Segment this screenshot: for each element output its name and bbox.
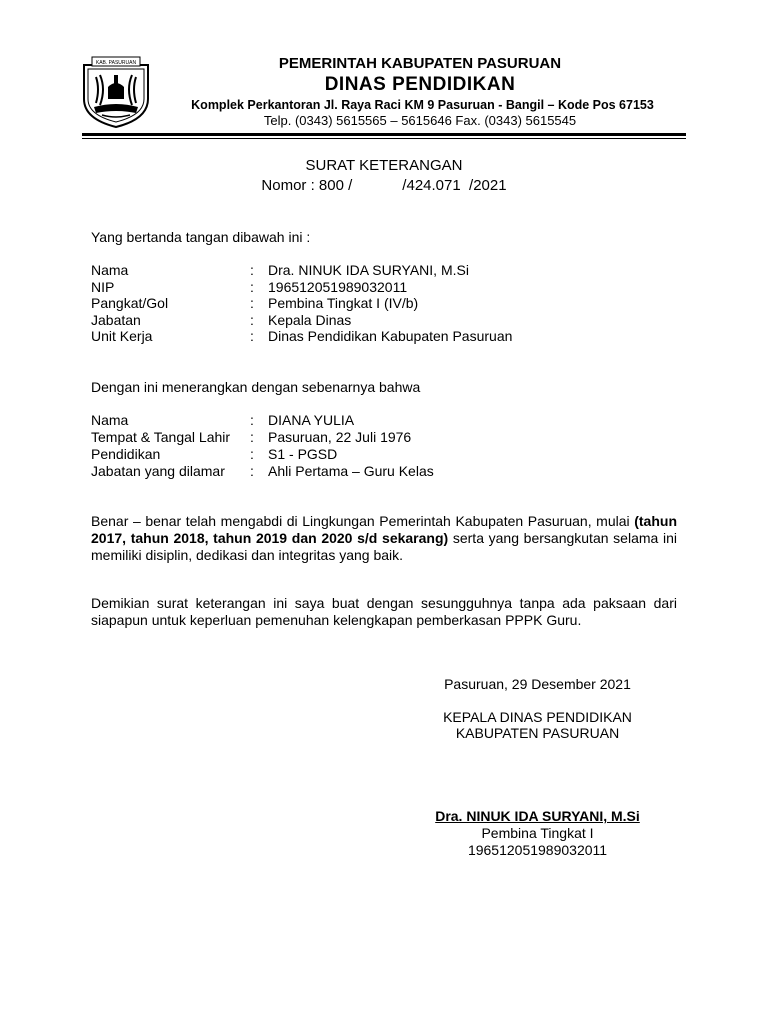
office-contact: Telp. (0343) 5615565 – 5615646 Fax. (0343) 5615545 [263, 113, 577, 128]
closing-paragraph: Demikian surat keterangan ini saya buat dengan sesungguhnya tanpa ada paksaan dari siapapun untuk keperluan pemenuhan kelengkapan pemberkasan PPPK Guru. [91, 595, 677, 628]
field-colon: : [250, 429, 254, 445]
letterhead-divider-thin [82, 138, 686, 139]
field-value: 196512051989032011 [268, 279, 408, 295]
signer-position-line2: KABUPATEN PASURUAN [455, 725, 620, 741]
signer-position-line1: KEPALA DINAS PENDIDIKAN [443, 709, 632, 725]
signer-intro: Yang bertanda tangan dibawah ini : [91, 229, 311, 245]
field-colon: : [250, 295, 254, 311]
field-colon: : [250, 312, 254, 328]
field-value: Ahli Pertama – Guru Kelas [268, 463, 434, 479]
service-statement-paragraph [91, 513, 677, 564]
field-colon: : [250, 412, 254, 428]
signer-nip: 196512051989032011 [467, 842, 608, 858]
place-date: Pasuruan, 29 Desember 2021 [444, 676, 631, 692]
field-value: Dinas Pendidikan Kabupaten Pasuruan [268, 328, 513, 344]
field-label: Unit Kerja [91, 328, 153, 344]
field-label: Pendidikan [91, 446, 161, 462]
letterhead-divider-thick [82, 133, 686, 136]
statement-intro: Dengan ini menerangkan dengan sebenarnya bahwa [91, 379, 421, 395]
field-value: Dra. NINUK IDA SURYANI, M.Si [268, 262, 469, 278]
field-value: DIANA YULIA [268, 412, 355, 428]
field-value: Kepala Dinas [268, 312, 352, 328]
signer-rank: Pembina Tingkat I [481, 825, 594, 841]
letter-title: SURAT KETERANGAN [305, 157, 463, 174]
field-colon: : [250, 262, 254, 278]
field-colon: : [250, 463, 254, 479]
pasuruan-regency-emblem-icon [80, 55, 152, 129]
field-colon: : [250, 328, 254, 344]
service-statement-pre: Benar – benar telah mengabdi di Lingkungan Pemerintah Kabupaten Pasuruan, mulai [91, 513, 635, 529]
field-label: Jabatan yang dilamar [91, 463, 225, 479]
signer-name: Dra. NINUK IDA SURYANI, M.Si [435, 808, 640, 824]
field-label: Nama [91, 262, 129, 278]
office-address: Komplek Perkantoran Jl. Raya Raci KM 9 Pasuruan - Bangil – Kode Pos 67153 [191, 98, 654, 112]
field-label: Nama [91, 412, 129, 428]
letter-number: Nomor : 800 / /424.071 /2021 [261, 177, 507, 194]
field-colon: : [250, 279, 254, 295]
logo-banner-text: KAB. PASURUAN [95, 60, 137, 66]
department-name: DINAS PENDIDIKAN [324, 74, 516, 95]
field-label: NIP [91, 279, 115, 295]
service-years: (tahun 2017, tahun 2018, tahun 2019 dan 2020 s/d sekarang) [91, 513, 677, 546]
field-label: Pangkat/Gol [91, 295, 169, 311]
government-name: PEMERINTAH KABUPATEN PASURUAN [278, 55, 562, 72]
field-value: Pembina Tingkat I (IV/b) [268, 295, 419, 311]
field-colon: : [250, 446, 254, 462]
field-label: Tempat & Tangal Lahir [91, 429, 231, 445]
field-value: Pasuruan, 22 Juli 1976 [268, 429, 412, 445]
service-statement-post: serta yang bersangkutan selama ini memiliki disiplin, dedikasi dan integritas yang baik. [91, 530, 677, 563]
field-label: Jabatan [91, 312, 141, 328]
field-value: S1 - PGSD [268, 446, 338, 462]
